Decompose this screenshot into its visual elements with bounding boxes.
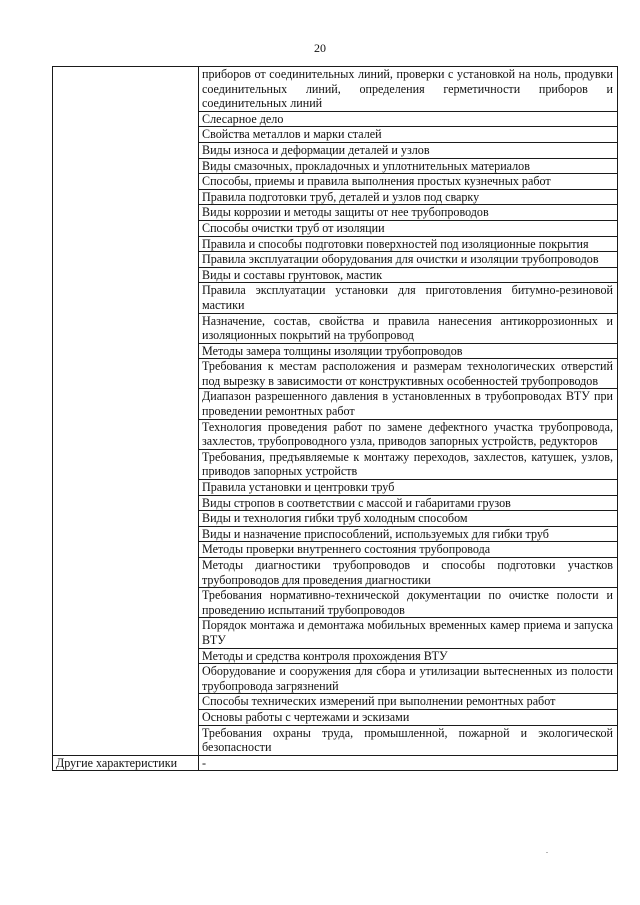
knowledge-item: Виды и назначение приспособлений, используемых для гибки труб <box>199 526 618 542</box>
knowledge-item: Способы очистки труб от изоляции <box>199 220 618 236</box>
other-characteristics-row <box>53 755 618 771</box>
knowledge-item: Способы, приемы и правила выполнения простых кузнечных работ <box>199 174 618 190</box>
knowledge-item: приборов от соединительных линий, проверки с установкой на ноль, продувки соединительных линий, определения герметичности приборов и соединительных линий <box>199 67 618 112</box>
knowledge-item: Правила эксплуатации установки для приготовления битумно-резиновой мастики <box>199 283 618 313</box>
knowledge-item: Виды стропов в соответствии с массой и габаритами грузов <box>199 495 618 511</box>
knowledge-item: Технология проведения работ по замене дефектного участка трубопровода, захлестов, трубопроводного узла, приводов запорных устройств, редукторов <box>199 419 618 449</box>
knowledge-item: Требования, предъявляемые к монтажу переходов, захлестов, катушек, узлов, приводов запорных устройств <box>199 449 618 479</box>
knowledge-item: Диапазон разрешенного давления в установленных в трубопроводах ВТУ при проведении ремонтных работ <box>199 389 618 419</box>
knowledge-item: Требования охраны труда, промышленной, пожарной и экологической безопасности <box>199 725 618 755</box>
knowledge-item: Назначение, состав, свойства и правила нанесения антикоррозионных и изоляционных покрытий на трубопровод <box>199 313 618 343</box>
requirements-table-body <box>53 67 618 771</box>
knowledge-item: Способы технических измерений при выполнении ремонтных работ <box>199 694 618 710</box>
knowledge-item: Правила установки и центровки труб <box>199 480 618 496</box>
knowledge-item: Правила подготовки труб, деталей и узлов под сварку <box>199 189 618 205</box>
knowledge-item: Основы работы с чертежами и эскизами <box>199 709 618 725</box>
requirements-table <box>52 66 618 771</box>
page-number: 20 <box>314 41 326 55</box>
scan-artifact <box>546 852 548 853</box>
knowledge-item: Методы замера толщины изоляции трубопроводов <box>199 343 618 359</box>
knowledge-item: Виды и составы грунтовок, мастик <box>199 267 618 283</box>
knowledge-item: Виды и технология гибки труб холодным способом <box>199 511 618 527</box>
knowledge-item: Оборудование и сооружения для сбора и утилизации вытесненных из полости трубопровода загрязнений <box>199 664 618 694</box>
knowledge-item: Методы и средства контроля прохождения ВТУ <box>199 648 618 664</box>
knowledge-item: Порядок монтажа и демонтажа мобильных временных камер приема и запуска ВТУ <box>199 618 618 648</box>
other-characteristics-value: - <box>199 755 618 771</box>
other-characteristics-label: Другие характеристики <box>53 755 199 771</box>
knowledge-item: Требования к местам расположения и размерам технологических отверстий под вырезку в зависимости от конструктивных особенностей трубопроводов <box>199 359 618 389</box>
knowledge-item: Виды смазочных, прокладочных и уплотнительных материалов <box>199 158 618 174</box>
knowledge-row <box>53 67 618 112</box>
knowledge-item: Правила и способы подготовки поверхностей под изоляционные покрытия <box>199 236 618 252</box>
knowledge-label-cell <box>53 67 199 756</box>
knowledge-item: Требования нормативно-технической документации по очистке полости и проведению испытаний трубопроводов <box>199 588 618 618</box>
knowledge-item: Свойства металлов и марки сталей <box>199 127 618 143</box>
knowledge-item: Слесарное дело <box>199 111 618 127</box>
knowledge-item: Методы проверки внутреннего состояния трубопровода <box>199 542 618 558</box>
knowledge-item: Методы диагностики трубопроводов и способы подготовки участков трубопроводов для проведения диагностики <box>199 558 618 588</box>
knowledge-item: Правила эксплуатации оборудования для очистки и изоляции трубопроводов <box>199 252 618 268</box>
knowledge-item: Виды коррозии и методы защиты от нее трубопроводов <box>199 205 618 221</box>
knowledge-item: Виды износа и деформации деталей и узлов <box>199 142 618 158</box>
